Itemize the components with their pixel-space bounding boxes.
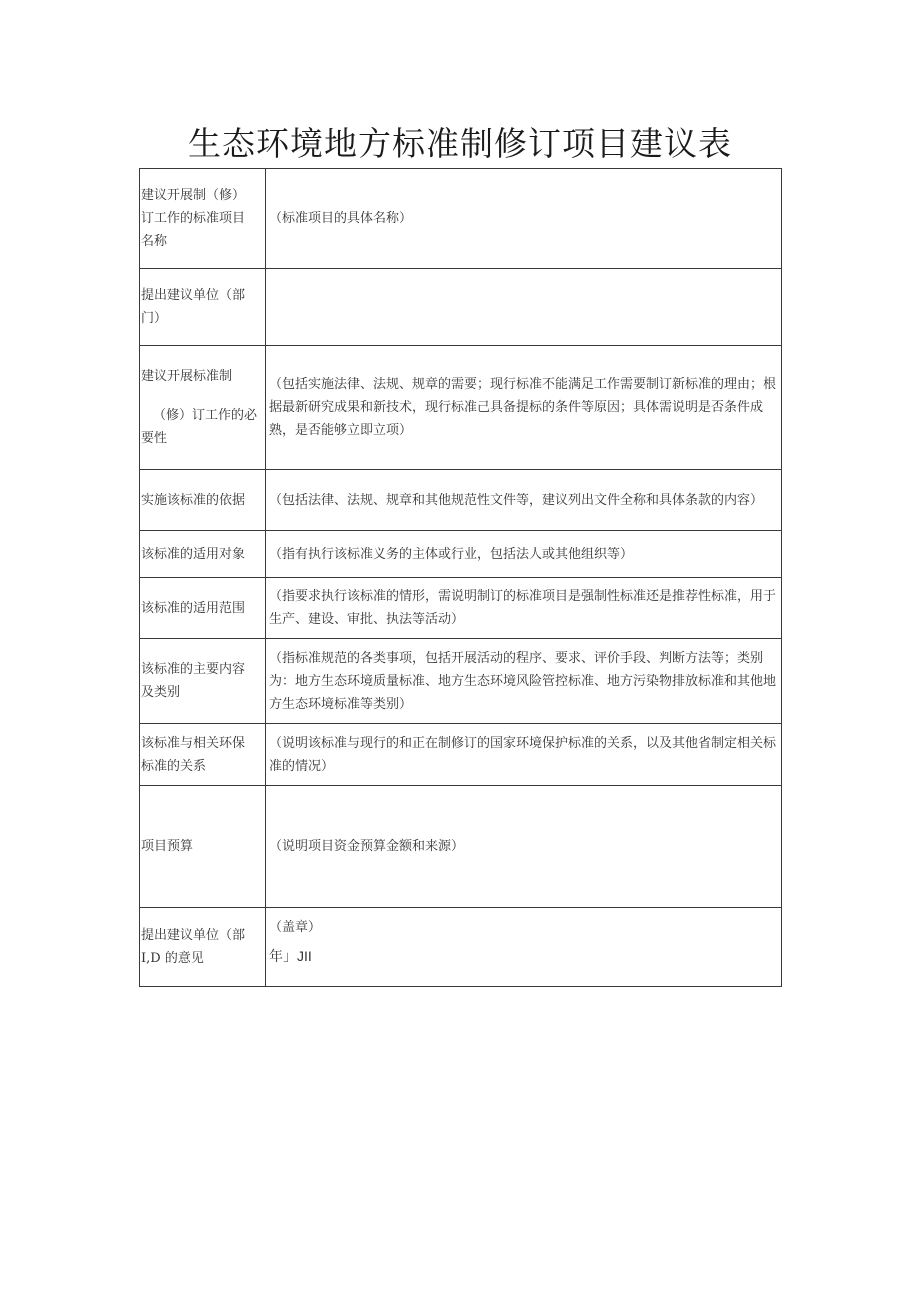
legal-basis-field[interactable]: （包括法律、法规、规章和其他规范性文件等，建议列出文件全称和具体条款的内容）: [266, 470, 782, 531]
proposing-unit-field[interactable]: [266, 269, 782, 346]
label-line: 提出建议单位（部: [141, 288, 246, 303]
budget-field[interactable]: （说明项目资金预算金额和来源）: [266, 786, 782, 908]
table-row: [140, 269, 782, 346]
row-label: [140, 346, 266, 470]
label-line: 名称: [141, 234, 168, 249]
label-line: 及类别: [141, 685, 181, 700]
table-row: [140, 531, 782, 578]
label-line: 实施该标准的依据: [141, 492, 246, 508]
proposal-form-table: [139, 168, 782, 987]
row-label: [140, 724, 266, 786]
table-row: [140, 724, 782, 786]
label-line: 建议开展制（修）: [141, 188, 246, 203]
seal-note: （盖章）: [269, 920, 322, 935]
page-title: 生态环境地方标准制修订项目建议表: [188, 124, 732, 163]
related-standards-field[interactable]: （说明该标准与现行的和正在制修订的国家环境保护标准的关系，以及其他省制定相关标准的情况）: [266, 724, 782, 786]
table-row: [140, 470, 782, 531]
label-line: 订工作的标准项目: [141, 211, 246, 226]
table-row: [140, 346, 782, 470]
row-label: [140, 531, 266, 578]
table-row: [140, 169, 782, 269]
label-line: 该标准的适用范围: [141, 600, 246, 616]
label-line: 建议开展标准制: [141, 369, 233, 384]
applicable-scope-field[interactable]: （指要求执行该标准的情形，需说明制订的标准项目是强制性标准还是推荐性标准，用于生产、建设、审批、执法等活动）: [266, 578, 782, 639]
table-row: [140, 578, 782, 639]
table-row: [140, 786, 782, 908]
label-line: 要性: [141, 431, 168, 446]
row-label: [140, 169, 266, 269]
label-line: 该标准与相关环保: [141, 735, 246, 751]
label-line: 提出建议单位（部: [141, 928, 246, 943]
date-line: 年」JII: [269, 948, 312, 964]
label-line: 该标准的适用对象: [141, 546, 246, 562]
table-row: [140, 908, 782, 987]
label-line: （修）订工作的必: [153, 408, 258, 423]
row-label: [140, 269, 266, 346]
standard-project-name-field[interactable]: （标准项目的具体名称）: [266, 169, 782, 269]
row-label: [140, 639, 266, 724]
row-label: [140, 786, 266, 908]
row-label: [140, 470, 266, 531]
label-line: 项目预算: [141, 839, 194, 854]
label-line: 该标准的主要内容: [141, 662, 246, 677]
label-line: I,D 的意见: [141, 951, 204, 966]
row-label: [140, 908, 266, 987]
applicable-subject-field[interactable]: （指有执行该标准义务的主体或行业，包括法人或其他组织等）: [266, 531, 782, 578]
row-label: [140, 578, 266, 639]
necessity-field[interactable]: （包括实施法律、法规、规章的需要；现行标准不能满足工作需要制订新标准的理由；根据最新研究成果和新技术，现行标准己具备提标的条件等原因；具体需说明是否条件成熟，是否能够立即立项）: [266, 346, 782, 470]
label-line: 门）: [141, 311, 168, 326]
table-row: [140, 639, 782, 724]
label-line: 标准的关系: [141, 758, 207, 774]
main-content-field[interactable]: （指标准规范的各类事项，包括开展活动的程序、要求、评价手段、判断方法等；类别为：地方生态环境质量标准、地方生态环境风险管控标准、地方污染物排放标准和其他地方生态环境标准等类别）: [266, 639, 782, 724]
unit-opinion-field[interactable]: [266, 908, 782, 987]
